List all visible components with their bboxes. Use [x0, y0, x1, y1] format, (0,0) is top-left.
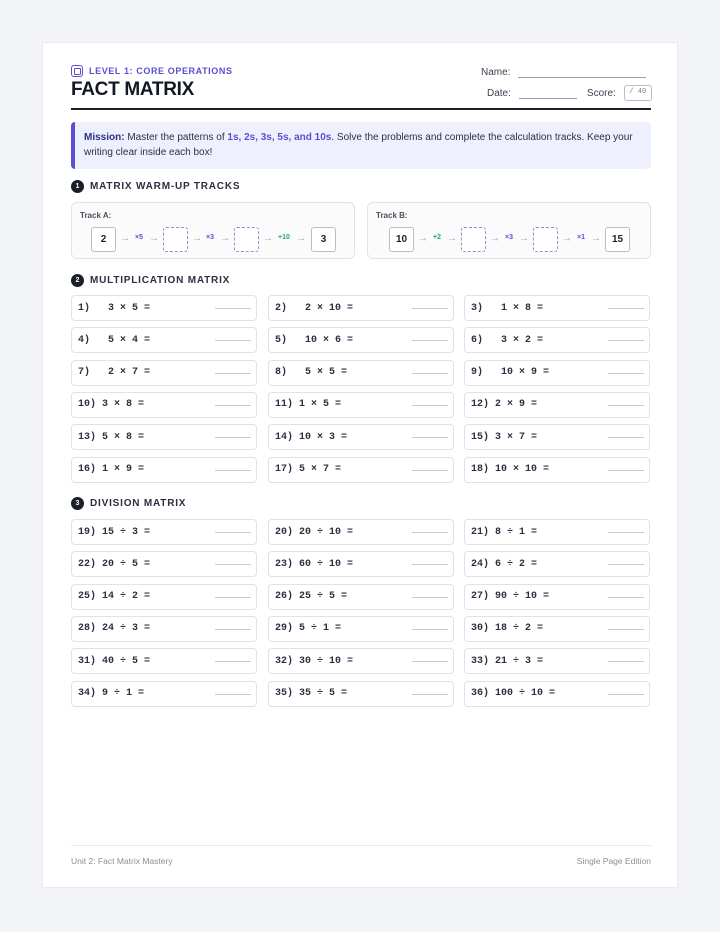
answer-line[interactable]	[412, 437, 448, 438]
track-b-chain	[368, 227, 650, 252]
track-b-op-2: ×3	[505, 234, 513, 241]
mission-text-after: . Solve the problems and complete the calculation tracks. Keep your writing clear inside each box!	[84, 132, 633, 158]
problem-text: 9) 10 × 9 =	[471, 367, 550, 379]
problem-box	[71, 584, 257, 610]
arrow-icon: →	[490, 233, 500, 244]
answer-line[interactable]	[608, 373, 644, 374]
page-title: FACT MATRIX	[71, 79, 195, 100]
problem-box	[71, 457, 257, 483]
problem-text: 34) 9 ÷ 1 =	[78, 688, 145, 699]
answer-line[interactable]	[608, 694, 644, 695]
mission-highlight: 1s, 2s, 3s, 5s, and 10s	[227, 132, 332, 143]
arrow-icon: →	[447, 233, 457, 244]
problem-box	[71, 327, 257, 353]
problem-text: 1) 3 × 5 =	[78, 302, 151, 314]
track-b-end: 15	[605, 227, 630, 252]
track-a-op-2: ×3	[206, 234, 214, 241]
answer-line[interactable]	[412, 308, 448, 309]
problem-text: 24) 6 ÷ 2 =	[471, 558, 538, 570]
footer-edition: Single Page Edition	[576, 856, 651, 866]
problem-text: 10) 3 × 8 =	[78, 399, 145, 411]
track-b-op-3: ×1	[577, 234, 585, 241]
section-title: MATRIX WARM-UP TRACKS	[90, 181, 241, 192]
answer-line[interactable]	[412, 405, 448, 406]
answer-line[interactable]	[215, 661, 251, 662]
problem-text: 35) 35 ÷ 5 =	[275, 688, 348, 699]
date-score-row	[487, 85, 652, 101]
problem-box	[268, 681, 454, 707]
problem-box	[464, 360, 650, 386]
problem-box	[71, 551, 257, 577]
problem-box	[464, 616, 650, 642]
track-a-chain	[72, 227, 354, 252]
problem-box	[464, 457, 650, 483]
section-number: 2	[71, 274, 84, 287]
answer-line[interactable]	[412, 629, 448, 630]
problem-text: 11) 1 × 5 =	[275, 399, 342, 411]
problem-text: 26) 25 ÷ 5 =	[275, 591, 348, 603]
name-field-row	[481, 67, 646, 78]
problem-box	[464, 681, 650, 707]
track-b-blank-1[interactable]	[461, 227, 486, 252]
chip-icon	[71, 65, 83, 77]
problem-box	[71, 295, 257, 321]
answer-line[interactable]	[608, 340, 644, 341]
problem-text: 32) 30 ÷ 10 =	[275, 655, 354, 667]
answer-line[interactable]	[215, 373, 251, 374]
problem-text: 3) 1 × 8 =	[471, 302, 544, 314]
arrow-icon: →	[149, 233, 159, 244]
problem-box	[464, 584, 650, 610]
problem-text: 6) 3 × 2 =	[471, 334, 544, 346]
level-badge	[71, 65, 233, 77]
answer-line[interactable]	[215, 405, 251, 406]
answer-line[interactable]	[215, 340, 251, 341]
answer-line[interactable]	[412, 340, 448, 341]
mission-text-before: Master the patterns of	[124, 132, 228, 143]
track-b	[367, 202, 651, 259]
problem-text: 25) 14 ÷ 2 =	[78, 591, 151, 603]
answer-line[interactable]	[215, 629, 251, 630]
problem-box	[268, 551, 454, 577]
problem-box	[71, 519, 257, 545]
answer-line[interactable]	[608, 308, 644, 309]
arrow-icon: →	[562, 233, 572, 244]
arrow-icon: →	[120, 233, 130, 244]
track-a-op-3: +10	[278, 234, 290, 241]
section-division-heading	[71, 497, 186, 510]
footer-unit: Unit 2: Fact Matrix Mastery	[71, 856, 173, 866]
problem-text: 7) 2 × 7 =	[78, 367, 151, 379]
track-b-blank-2[interactable]	[533, 227, 558, 252]
section-number: 3	[71, 497, 84, 510]
answer-line[interactable]	[215, 308, 251, 309]
problem-box	[71, 360, 257, 386]
score-label: Score:	[586, 87, 616, 99]
answer-line[interactable]	[412, 470, 448, 471]
problem-text: 17) 5 × 7 =	[275, 464, 342, 475]
track-b-start: 10	[389, 227, 414, 252]
date-line[interactable]	[519, 87, 577, 99]
problem-box	[464, 392, 650, 418]
answer-line[interactable]	[412, 564, 448, 565]
arrow-icon: →	[591, 233, 601, 244]
problem-box	[268, 327, 454, 353]
level-label: LEVEL 1: CORE OPERATIONS	[89, 66, 233, 76]
problem-box	[71, 616, 257, 642]
mission-label: Mission:	[84, 132, 125, 143]
problem-box	[268, 457, 454, 483]
score-box[interactable]: / 40	[624, 85, 652, 101]
answer-line[interactable]	[412, 694, 448, 695]
track-a-blank-2[interactable]	[234, 227, 259, 252]
section-warmup-heading	[71, 180, 240, 193]
section-title: DIVISION MATRIX	[90, 498, 187, 509]
mission-callout	[71, 122, 651, 169]
problem-text: 2) 2 × 10 =	[275, 302, 354, 314]
section-number: 1	[71, 180, 84, 193]
problem-text: 8) 5 × 5 =	[275, 367, 348, 379]
problem-text: 5) 10 × 6 =	[275, 334, 354, 346]
answer-line[interactable]	[215, 597, 251, 598]
footer-divider	[71, 845, 651, 846]
answer-line[interactable]	[608, 597, 644, 598]
problem-text: 31) 40 ÷ 5 =	[78, 655, 151, 667]
problem-text: 27) 90 ÷ 10 =	[471, 591, 550, 603]
problem-box	[268, 295, 454, 321]
track-a	[71, 202, 355, 259]
problem-text: 36) 100 ÷ 10 =	[471, 688, 556, 699]
problem-box	[268, 584, 454, 610]
answer-line[interactable]	[215, 470, 251, 471]
problem-box	[464, 424, 650, 450]
worksheet-page	[42, 42, 678, 888]
problem-text: 33) 21 ÷ 3 =	[471, 655, 544, 667]
problem-box	[464, 327, 650, 353]
answer-line[interactable]	[215, 564, 251, 565]
problem-box	[464, 551, 650, 577]
answer-line[interactable]	[412, 597, 448, 598]
problem-box	[268, 424, 454, 450]
date-label: Date:	[487, 87, 511, 99]
problem-text: 19) 15 ÷ 3 =	[78, 526, 151, 538]
header-divider	[71, 108, 651, 110]
problem-box	[71, 392, 257, 418]
problem-text: 15) 3 × 7 =	[471, 431, 538, 443]
section-multiplication-heading	[71, 274, 230, 287]
problem-box	[464, 648, 650, 674]
problem-text: 28) 24 ÷ 3 =	[78, 623, 151, 635]
answer-line[interactable]	[215, 437, 251, 438]
answer-line[interactable]	[412, 661, 448, 662]
problem-text: 18) 10 × 10 =	[471, 464, 550, 475]
answer-line[interactable]	[608, 532, 644, 533]
arrow-icon: →	[519, 233, 529, 244]
track-a-blank-1[interactable]	[163, 227, 188, 252]
track-a-op-1: ×5	[135, 234, 143, 241]
problem-text: 13) 5 × 8 =	[78, 431, 145, 443]
problem-text: 20) 20 ÷ 10 =	[275, 526, 354, 538]
problem-box	[464, 295, 650, 321]
problem-text: 29) 5 ÷ 1 =	[275, 623, 342, 635]
problem-box	[268, 648, 454, 674]
answer-line[interactable]	[608, 629, 644, 630]
problem-text: 16) 1 × 9 =	[78, 464, 145, 475]
problem-box	[268, 519, 454, 545]
answer-line[interactable]	[412, 532, 448, 533]
arrow-icon: →	[263, 233, 273, 244]
answer-line[interactable]	[608, 564, 644, 565]
answer-line[interactable]	[608, 470, 644, 471]
problem-box	[464, 519, 650, 545]
answer-line[interactable]	[215, 694, 251, 695]
answer-line[interactable]	[608, 405, 644, 406]
name-line[interactable]	[518, 67, 646, 78]
arrow-icon: →	[220, 233, 230, 244]
problem-text: 23) 60 ÷ 10 =	[275, 558, 354, 570]
track-a-start: 2	[91, 227, 116, 252]
problem-text: 30) 18 ÷ 2 =	[471, 623, 544, 635]
problem-box	[71, 681, 257, 707]
problem-box	[71, 648, 257, 674]
section-title: MULTIPLICATION MATRIX	[90, 275, 231, 286]
arrow-icon: →	[296, 233, 306, 244]
answer-line[interactable]	[608, 661, 644, 662]
problem-text: 22) 20 ÷ 5 =	[78, 558, 151, 570]
track-a-end: 3	[311, 227, 336, 252]
problem-box	[268, 360, 454, 386]
name-label: Name:	[481, 67, 511, 78]
problem-text: 21) 8 ÷ 1 =	[471, 526, 538, 538]
arrow-icon: →	[418, 233, 428, 244]
track-b-op-1: +2	[433, 234, 441, 241]
problem-box	[71, 424, 257, 450]
answer-line[interactable]	[412, 373, 448, 374]
problem-text: 14) 10 × 3 =	[275, 431, 348, 443]
arrow-icon: →	[192, 233, 202, 244]
problem-text: 12) 2 × 9 =	[471, 399, 538, 411]
track-b-label: Track B:	[376, 211, 408, 220]
problem-text: 4) 5 × 4 =	[78, 334, 151, 346]
answer-line[interactable]	[608, 437, 644, 438]
problem-box	[268, 616, 454, 642]
answer-line[interactable]	[215, 532, 251, 533]
track-a-label: Track A:	[80, 211, 112, 220]
problem-box	[268, 392, 454, 418]
